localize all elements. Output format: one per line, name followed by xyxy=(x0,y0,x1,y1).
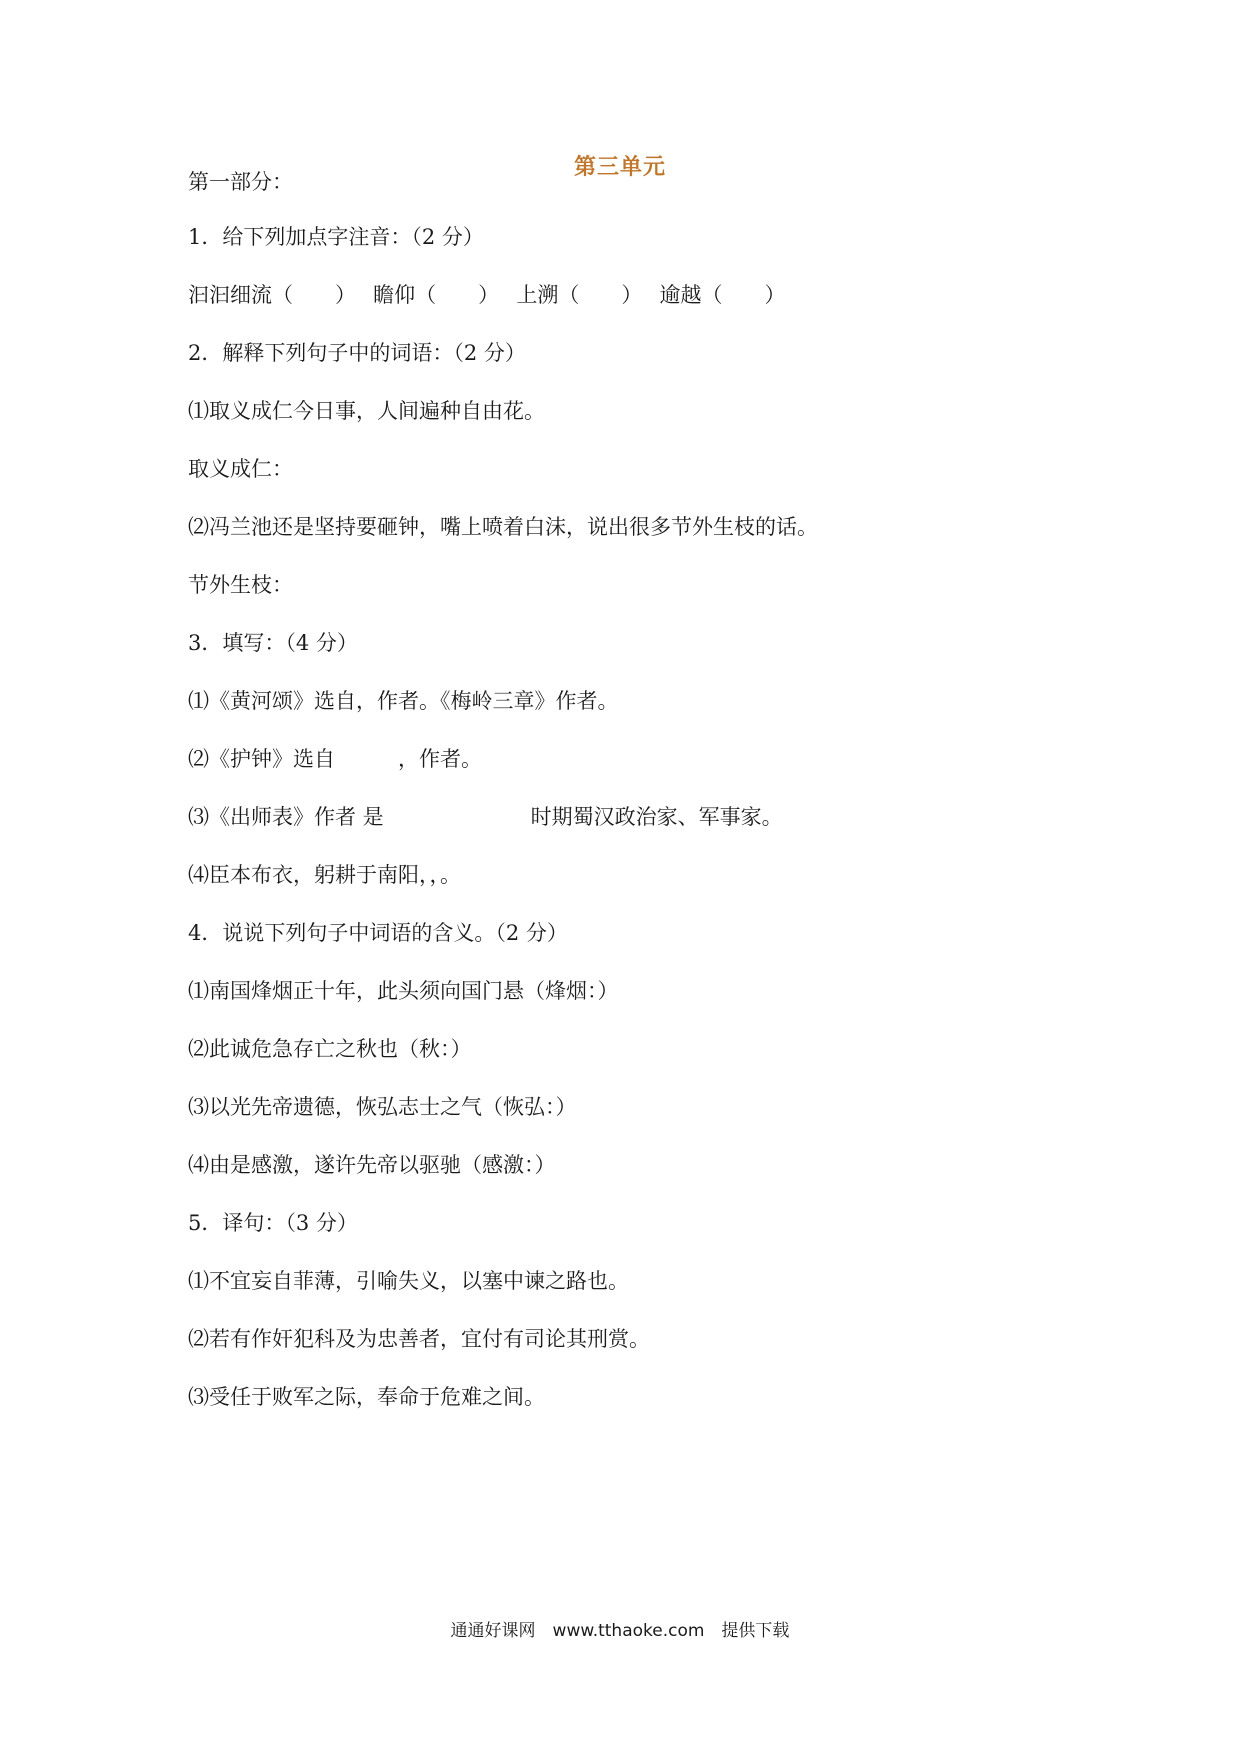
question-2-term-2: 节外生枝： xyxy=(188,573,293,597)
question-3-item-2: ⑵《护钟》选自 ，作者。 xyxy=(188,747,482,771)
question-2-sentence-1: ⑴取义成仁今日事，人间遍种自由花。 xyxy=(188,399,545,423)
question-3-item-3: ⑶《出师表》作者 是 时期蜀汉政治家、军事家。 xyxy=(188,805,783,829)
question-4-item-3: ⑶以光先帝遗德，恢弘志士之气（恢弘：） xyxy=(188,1095,577,1119)
question-4-item-1: ⑴南国烽烟正十年，此头须向国门悬（烽烟：） xyxy=(188,979,619,1003)
question-4-item-2: ⑵此诚危急存亡之秋也（秋：） xyxy=(188,1037,472,1061)
question-2-sentence-2: ⑵冯兰池还是坚持要砸钟，嘴上喷着白沫，说出很多节外生枝的话。 xyxy=(188,515,818,539)
question-5-item-1: ⑴不宜妄自菲薄，引喻失义，以塞中谏之路也。 xyxy=(188,1269,629,1293)
question-1: 1．给下列加点字注音：（2 分） xyxy=(188,225,484,249)
question-2: 2．解释下列句子中的词语：（2 分） xyxy=(188,341,526,365)
question-5: 5．译句：（3 分） xyxy=(188,1211,358,1235)
question-3-item-4: ⑷臣本布衣，躬耕于南阳，，。 xyxy=(188,863,461,887)
question-1-items: 汩汩细流（ ） 瞻仰（ ） 上溯（ ） 逾越（ ） xyxy=(188,283,786,307)
question-5-item-3: ⑶受任于败军之际，奉命于危难之间。 xyxy=(188,1385,545,1409)
question-3: 3．填写：（4 分） xyxy=(188,631,358,655)
question-4-item-4: ⑷由是感激，遂许先帝以驱驰（感激：） xyxy=(188,1153,556,1177)
question-2-term-1: 取义成仁： xyxy=(188,457,293,481)
section-heading: 第一部分： xyxy=(188,170,293,194)
page-footer: 通通好课网 www.tthaoke.com 提供下载 xyxy=(450,1621,790,1641)
question-4: 4．说说下列句子中词语的含义。（2 分） xyxy=(188,921,568,945)
question-3-item-1: ⑴《黄河颂》选自，作者。《梅岭三章》作者。 xyxy=(188,689,619,713)
question-5-item-2: ⑵若有作奸犯科及为忠善者，宜付有司论其刑赏。 xyxy=(188,1327,650,1351)
page-title: 第三单元 xyxy=(573,155,666,180)
